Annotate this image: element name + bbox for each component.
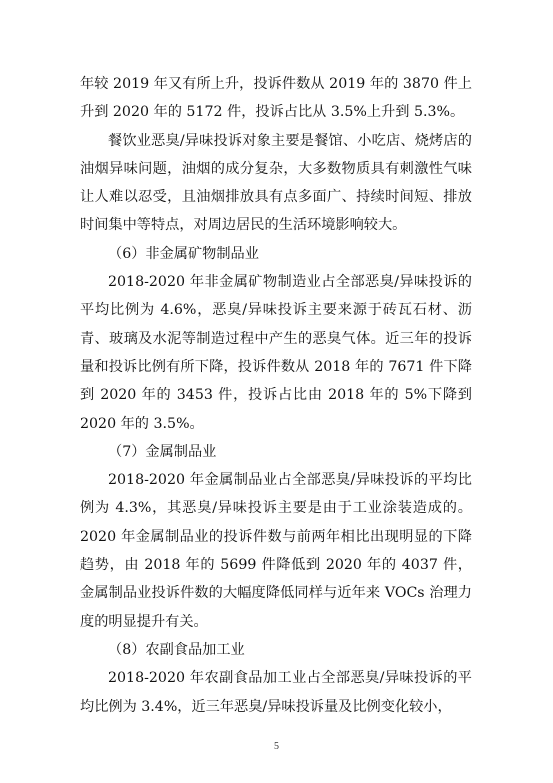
page-number: 5 [274,741,279,752]
page-body [80,70,472,721]
paragraph-nonmetal-minerals: 2018-2020 年非金属矿物制造业占全部恶臭/异味投诉的平均比例为 4.6%，恶臭/异味投诉主要来源于砖瓦石材、沥青、玻璃及水泥等制造过程中产生的恶臭气体。近三年的投诉量和投诉比例有所下降，投诉件数从 2018 年的 7671 件下降到 2020 年的 3453 件，投诉占比由 2018 年的 5%下降到 2020 年的 3.5%。 [80,274,472,432]
paragraph-agri-food: 2018-2020 年农副食品加工业占全部恶臭/异味投诉的平均比例为 3.4%，近三年恶臭/异味投诉量及比例变化较小， [80,670,472,715]
paragraph-catering-odor: 餐饮业恶臭/异味投诉对象主要是餐馆、小吃店、烧烤店的油烟异味问题，油烟的成分复杂，大多数物质具有刺激性气味让人难以忍受，且油烟排放具有点多面广、持续时间短、排放时间集中等特点，对周边居民的生活环境影响较大。 [80,132,472,234]
paragraph-complaint-increase: 年较 2019 年又有所上升，投诉件数从 2019 年的 3870 件上升到 2020 年的 5172 件，投诉占比从 3.5%上升到 5.3%。 [80,76,472,121]
section-heading-metal-products: （7）金属制品业 [108,443,217,460]
paragraph-metal-products: 2018-2020 年金属制品业占全部恶臭/异味投诉的平均比例为 4.3%，其恶臭/异味投诉主要是由于工业涂装造成的。2020 年金属制品业的投诉件数与前两年相比出现明显的下降趋势，由 2018 年的 5699 件降低到 2020 年的 4037 件，金属制品业投诉件数的大幅度降低同样与近年来 VOCs 治理力度的明显提升有关。 [80,472,472,630]
section-heading-nonmetal-minerals: （6）非金属矿物制品业 [108,245,259,262]
section-heading-agri-food: （8）农副食品加工业 [108,641,245,658]
